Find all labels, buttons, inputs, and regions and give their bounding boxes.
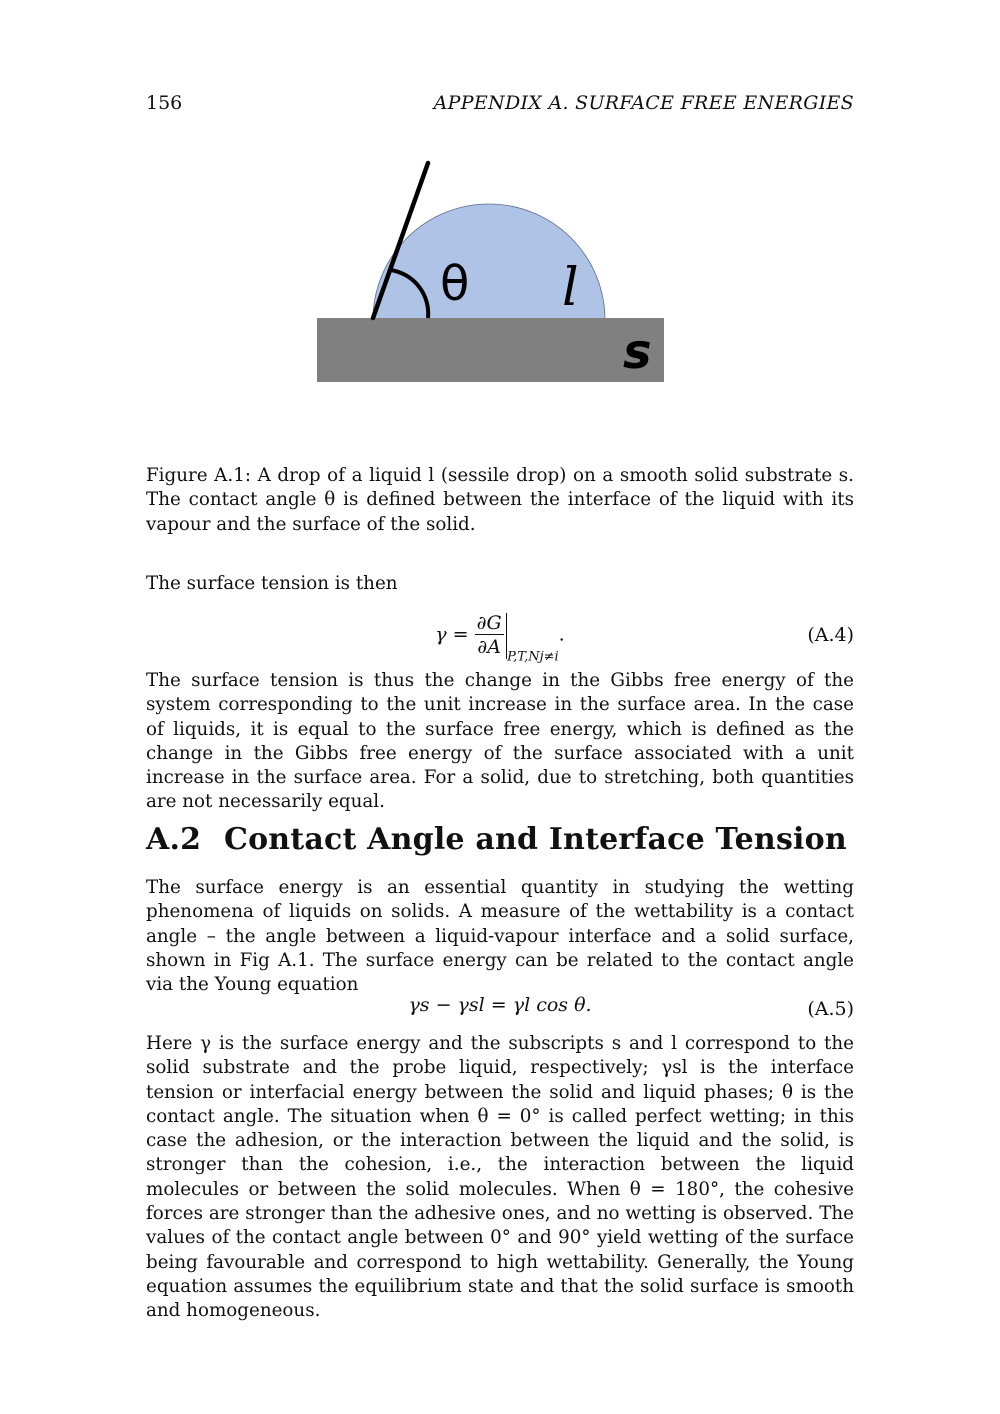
- theta-label: θ: [440, 256, 470, 312]
- equation-a4-denominator: ∂A: [477, 636, 501, 658]
- section-number: A.2: [146, 822, 202, 857]
- equation-a4: [146, 612, 854, 668]
- page-number: 156: [146, 92, 183, 114]
- equation-a5-number: (A.5): [807, 998, 854, 1020]
- section-heading: [146, 822, 847, 857]
- equation-a4-body: [146, 612, 854, 665]
- solid-label: s: [623, 324, 652, 380]
- equation-a5-body: γs − γsl = γl cos θ.: [408, 994, 592, 1016]
- equation-a5: [146, 994, 854, 1024]
- equation-a4-lhs: γ =: [435, 623, 469, 646]
- paragraph-wetting-intro: The surface energy is an essential quantity in studying the wetting phenomena of liquids on solids. A measure of the wettability is a contact angle – the angle between a liquid-vapour interface and a solid surface, shown in Fig A.1. The surface energy can be related to the contact angle via the Young equation: [146, 877, 854, 996]
- paragraph-surface-tension-explanation: The surface tension is thus the change in the Gibbs free energy of the system corresponding to the unit increase in the surface area. In the case of liquids, it is equal to the surface free energy, which is defined as the change in the Gibbs free energy of the surface associated with a unit increase in the surface area. For a solid, due to stretching, both quantities are not necessarily equal.: [146, 670, 854, 813]
- running-header: APPENDIX A. SURFACE FREE ENERGIES: [433, 92, 854, 114]
- equation-a4-period: .: [558, 623, 565, 646]
- liquid-label: l: [562, 258, 579, 318]
- equation-a4-fraction: [475, 612, 504, 659]
- equation-a4-numerator: ∂G: [476, 612, 502, 634]
- figure-caption: Figure A.1: A drop of a liquid l (sessile drop) on a smooth solid substrate s. The contact angle θ is defined between the interface of the liquid with its vapour and the surface of the solid.: [146, 465, 854, 535]
- figure-sessile-drop: [300, 150, 700, 400]
- equation-a4-number: (A.4): [807, 624, 854, 646]
- section-title: Contact Angle and Interface Tension: [224, 822, 847, 857]
- paragraph-young-equation-explanation: Here γ is the surface energy and the subscripts s and l correspond to the solid substrate and the probe liquid, respectively; γsl is the interface tension or interfacial energy between the solid and liquid phases; θ is the contact angle. The situation when θ = 0° is called perfect wetting; in this case the adhesion, or the interaction between the liquid and the solid, is stronger than the cohesion, i.e., the interaction between the liquid molecules or between the solid molecules. When θ = 180°, the cohesive forces are stronger than the adhesive ones, and no wetting is observed. The values of the contact angle between 0° and 90° yield wetting of the surface being favourable and correspond to high wettability. Generally, the Young equation assumes the equilibrium state and that the solid surface is smooth and homogeneous.: [146, 1033, 854, 1322]
- paragraph-surface-tension-intro: The surface tension is then: [146, 573, 398, 594]
- solid-substrate: [317, 318, 664, 382]
- sessile-drop-diagram: [300, 150, 700, 400]
- equation-a4-subscript: P,T,Nj≠i: [507, 649, 559, 665]
